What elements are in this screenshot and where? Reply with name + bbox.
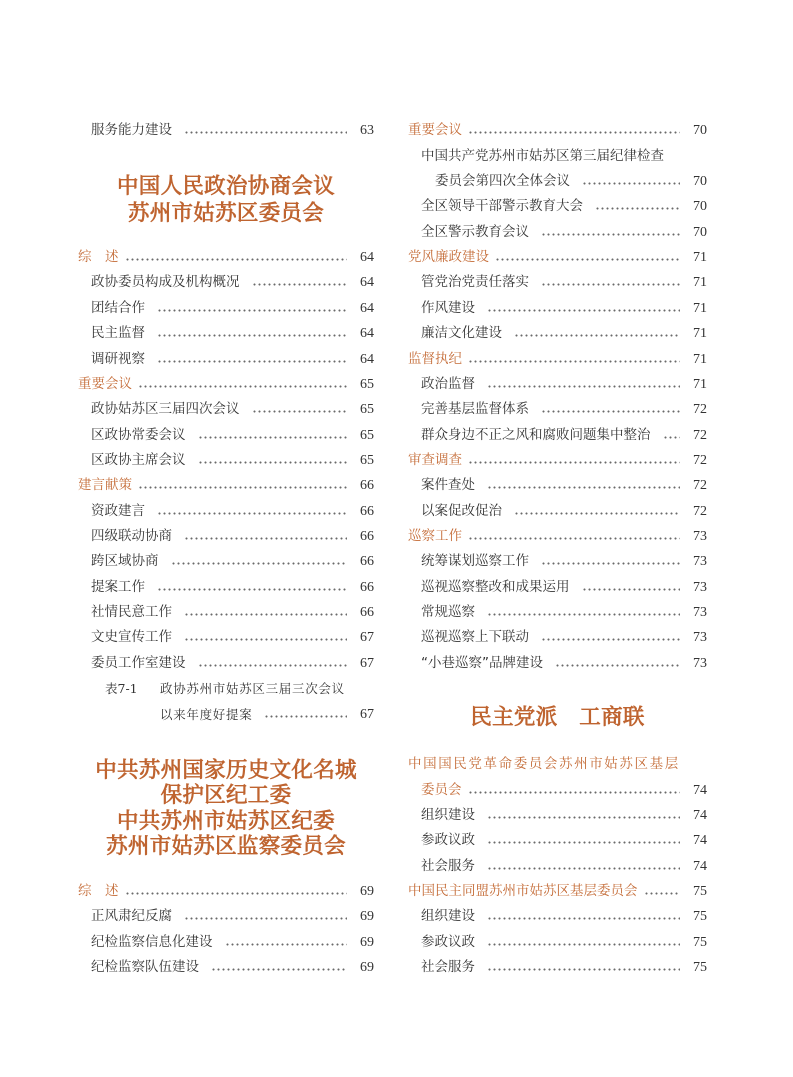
part-heading <box>78 727 374 879</box>
item-title: 案件查处 <box>421 477 475 494</box>
item-title: 提案工作 <box>91 578 145 595</box>
dot-leader <box>644 879 681 904</box>
section-title: 巡察工作 <box>408 528 462 545</box>
dot-leader <box>514 321 680 346</box>
item-title: 组织建设 <box>421 908 475 925</box>
dot-leader <box>582 169 680 194</box>
dot-leader <box>138 473 347 498</box>
page-number: 70 <box>693 224 707 240</box>
toc-item-entry <box>78 600 374 625</box>
dot-leader <box>487 930 680 955</box>
page-number: 66 <box>360 478 374 494</box>
toc-item-entry <box>408 220 707 245</box>
toc-item-entry <box>408 828 707 853</box>
dot-leader <box>184 600 347 625</box>
item-title: 中国共产党苏州市姑苏区第三届纪律检查 <box>421 147 664 164</box>
toc-entry-line <box>91 499 374 524</box>
item-title: 参政议政 <box>421 832 475 849</box>
toc-item-entry <box>78 397 374 422</box>
item-title: 作风建设 <box>421 299 475 316</box>
page-number: 74 <box>693 833 707 849</box>
page-number: 64 <box>360 351 374 367</box>
toc-entry-line <box>78 879 374 904</box>
page-number: 64 <box>360 275 374 291</box>
toc-section-entry <box>408 524 707 549</box>
toc-item-entry <box>408 270 707 295</box>
toc-entry-line <box>421 625 707 650</box>
toc-entry-line <box>91 651 374 676</box>
item-title: 服务能力建设 <box>91 122 172 139</box>
toc-entry-line <box>421 575 707 600</box>
page-number: 72 <box>693 503 707 519</box>
table-entry-line <box>105 676 374 701</box>
dot-leader <box>171 549 348 574</box>
page-number: 70 <box>693 123 707 139</box>
toc-item-entry <box>408 144 707 195</box>
toc-item-entry <box>408 372 707 397</box>
item-title: 社情民意工作 <box>91 604 172 621</box>
item-title: 全区领导干部警示教育大会 <box>421 198 583 215</box>
toc-entry-line <box>421 930 707 955</box>
toc-item-entry <box>408 955 707 980</box>
part-heading-line: 苏州市姑苏区监察委员会 <box>106 834 346 860</box>
toc-entry-line <box>421 169 707 194</box>
toc-item-entry <box>78 575 374 600</box>
toc-section-entry <box>408 448 707 473</box>
page-number: 70 <box>693 199 707 215</box>
toc-entry-line <box>91 955 374 980</box>
toc-left-column <box>78 118 374 980</box>
toc-entry-line <box>421 600 707 625</box>
page-number: 73 <box>693 630 707 646</box>
toc-item-entry <box>78 524 374 549</box>
dot-leader <box>468 524 680 549</box>
toc-section-entry <box>408 347 707 372</box>
dot-leader <box>264 702 347 727</box>
dot-leader <box>157 296 347 321</box>
toc-item-entry <box>408 397 707 422</box>
dot-leader <box>487 372 680 397</box>
dot-leader <box>495 245 680 270</box>
toc-item-entry <box>408 904 707 929</box>
page-number: 73 <box>693 655 707 671</box>
page-number: 65 <box>360 376 374 392</box>
dot-leader <box>541 220 680 245</box>
page-number: 74 <box>693 858 707 874</box>
toc-item-entry <box>78 930 374 955</box>
toc-item-entry <box>408 803 707 828</box>
toc-entry-line <box>78 372 374 397</box>
toc-entry-line <box>421 828 707 853</box>
toc-item-entry <box>408 499 707 524</box>
page-number: 73 <box>693 605 707 621</box>
item-title: 文史宣传工作 <box>91 629 172 646</box>
toc-section-entry <box>408 879 707 904</box>
page-number: 67 <box>360 655 374 671</box>
dot-leader <box>487 828 680 853</box>
dot-leader <box>487 854 680 879</box>
toc-item-entry <box>408 473 707 498</box>
section-title: 审查调查 <box>408 451 462 468</box>
dot-leader <box>138 372 347 397</box>
toc-right-column <box>408 118 707 980</box>
toc-entry-line <box>421 423 707 448</box>
item-title: 管党治党责任落实 <box>421 274 529 291</box>
dot-leader <box>157 499 347 524</box>
dot-leader <box>541 549 680 574</box>
toc-item-entry <box>408 930 707 955</box>
toc-entry-line <box>91 423 374 448</box>
page-number: 73 <box>693 529 707 545</box>
item-title: 社会服务 <box>421 857 475 874</box>
page-number: 72 <box>693 452 707 468</box>
page-number: 64 <box>360 326 374 342</box>
toc-entry-line <box>421 955 707 980</box>
toc-entry-line <box>91 904 374 929</box>
dot-leader <box>514 499 680 524</box>
page-number: 72 <box>693 427 707 443</box>
part-heading <box>78 144 374 245</box>
page-number: 71 <box>693 326 707 342</box>
dot-leader <box>487 904 680 929</box>
toc-entry-line <box>408 778 707 803</box>
toc-section-entry <box>78 245 374 270</box>
item-title: 民主监督 <box>91 325 145 342</box>
toc-item-entry <box>408 600 707 625</box>
item-title: 社会服务 <box>421 959 475 976</box>
section-title: 委员会 <box>421 781 462 798</box>
toc-item-entry <box>408 194 707 219</box>
part-heading-line: 保护区纪工委 <box>160 783 292 809</box>
dot-leader <box>541 625 680 650</box>
item-title: 政治监督 <box>421 375 475 392</box>
dot-leader <box>252 270 348 295</box>
item-title: 巡视巡察上下联动 <box>421 629 529 646</box>
page-number: 69 <box>360 909 374 925</box>
dot-leader <box>487 955 680 980</box>
item-title: 参政议政 <box>421 933 475 950</box>
dot-leader <box>555 651 680 676</box>
item-title: 以案促改促治 <box>421 502 502 519</box>
item-title: 调研视察 <box>91 350 145 367</box>
page-number: 66 <box>360 529 374 545</box>
page-number: 66 <box>360 579 374 595</box>
toc-entry-line <box>421 651 707 676</box>
toc-entry-line <box>421 499 707 524</box>
item-title: 纪检监察信息化建设 <box>91 933 213 950</box>
toc-item-entry <box>78 296 374 321</box>
part-heading-line: 中共苏州市姑苏区纪委 <box>116 808 335 834</box>
page-number: 74 <box>693 782 707 798</box>
item-title: 区政协常委会议 <box>91 426 186 443</box>
dot-leader <box>468 118 680 143</box>
page-number: 63 <box>360 123 374 139</box>
toc-section-entry <box>78 372 374 397</box>
toc-entry-line <box>421 473 707 498</box>
page-number: 65 <box>360 427 374 443</box>
toc-entry-line <box>408 118 707 143</box>
toc-entry-line <box>408 879 707 904</box>
page-number: 66 <box>360 503 374 519</box>
toc-entry-line <box>421 904 707 929</box>
dot-leader <box>157 575 347 600</box>
page-number: 66 <box>360 605 374 621</box>
page-number: 73 <box>693 554 707 570</box>
dot-leader <box>125 245 348 270</box>
dot-leader <box>541 270 680 295</box>
toc-entry-line <box>408 347 707 372</box>
dot-leader <box>157 347 347 372</box>
dot-leader <box>582 575 681 600</box>
toc-item-entry <box>78 955 374 980</box>
toc-entry-line <box>91 296 374 321</box>
dot-leader <box>487 473 680 498</box>
dot-leader <box>184 625 347 650</box>
toc-item-entry <box>408 651 707 676</box>
dot-leader <box>157 321 347 346</box>
page-number: 75 <box>693 909 707 925</box>
section-title: 监督执纪 <box>408 350 462 367</box>
page-number: 71 <box>693 300 707 316</box>
table-number: 表7-1 <box>105 681 138 697</box>
page-number: 74 <box>693 808 707 823</box>
toc-item-entry <box>78 321 374 346</box>
toc-item-entry <box>408 321 707 346</box>
page-number: 67 <box>360 630 374 646</box>
part-heading-line: 民主党派 工商联 <box>470 705 645 731</box>
page-number: 73 <box>693 579 707 595</box>
toc-entry-line <box>421 220 707 245</box>
item-title: 纪检监察队伍建设 <box>91 959 199 976</box>
toc-item-entry <box>408 296 707 321</box>
page-number: 72 <box>693 478 707 494</box>
item-title: 政协委员构成及机构概况 <box>91 274 240 291</box>
dot-leader <box>198 423 348 448</box>
item-title: 组织建设 <box>421 807 475 823</box>
toc-entry-line <box>408 752 707 777</box>
dot-leader <box>184 118 347 143</box>
table-title: 政协苏州市姑苏区三届三次会议 <box>160 681 345 697</box>
toc-entry-line <box>91 625 374 650</box>
toc-item-entry <box>78 347 374 372</box>
page-number: 65 <box>360 452 374 468</box>
toc-entry-line <box>408 245 707 270</box>
item-title: 廉洁文化建设 <box>421 325 502 342</box>
dot-leader <box>541 397 680 422</box>
item-title: 巡视巡察整改和成果运用 <box>421 578 570 595</box>
toc-item-entry <box>78 625 374 650</box>
toc-entry-line <box>91 347 374 372</box>
page-number: 71 <box>693 275 707 291</box>
section-title: 重要会议 <box>78 375 132 392</box>
page-number: 69 <box>360 884 374 900</box>
section-title: 党风廉政建设 <box>408 249 489 266</box>
toc-item-entry <box>408 423 707 448</box>
page-number: 71 <box>693 351 707 367</box>
page-number: 75 <box>693 884 707 900</box>
section-title: 重要会议 <box>408 122 462 139</box>
table-entry-line <box>105 702 374 727</box>
toc-entry-line <box>91 270 374 295</box>
part-heading-line: 苏州市姑苏区委员会 <box>127 200 325 226</box>
item-title: 团结合作 <box>91 299 145 316</box>
item-title: 正风肃纪反腐 <box>91 908 172 925</box>
toc-entry-line <box>421 372 707 397</box>
part-heading-line: 中共苏州国家历史文化名城 <box>95 757 357 783</box>
dot-leader <box>225 930 348 955</box>
item-title: 资政建言 <box>91 502 145 519</box>
dot-leader <box>663 423 681 448</box>
toc-entry-line <box>421 803 707 828</box>
section-title: 中国民主同盟苏州市姑苏区基层委员会 <box>408 883 638 900</box>
part-heading-line: 中国人民政治协商会议 <box>116 173 335 199</box>
toc-entry-line <box>91 600 374 625</box>
toc-item-entry <box>408 625 707 650</box>
section-title: 综 述 <box>78 883 119 900</box>
section-title: 综 述 <box>78 249 119 266</box>
table-title: 以来年度好提案 <box>160 706 253 722</box>
dot-leader <box>468 778 681 803</box>
section-title: 中国国民党革命委员会苏州市姑苏区基层 <box>408 756 680 773</box>
item-title: 群众身边不正之风和腐败问题集中整治 <box>421 426 651 443</box>
dot-leader <box>211 955 347 980</box>
toc-entry-line <box>421 854 707 879</box>
page-number: 64 <box>360 300 374 316</box>
section-title: 建言献策 <box>78 477 132 494</box>
item-title: 全区警示教育会议 <box>421 223 529 240</box>
item-title: 区政协主席会议 <box>91 451 186 468</box>
dot-leader <box>184 904 347 929</box>
dot-leader <box>468 347 680 372</box>
dot-leader <box>184 524 347 549</box>
dot-leader <box>468 448 680 473</box>
toc-entry-line <box>421 296 707 321</box>
page-number: 65 <box>360 402 374 418</box>
toc-item-entry <box>78 423 374 448</box>
toc-item-entry <box>78 270 374 295</box>
dot-leader <box>125 879 348 904</box>
toc-section-entry <box>408 752 707 803</box>
toc-entry-line <box>421 144 707 169</box>
dot-leader <box>595 194 680 219</box>
page-number: 72 <box>693 402 707 418</box>
toc-entry-line <box>408 524 707 549</box>
toc-entry-line <box>78 245 374 270</box>
item-title: 政协姑苏区三届四次会议 <box>91 401 240 418</box>
dot-leader <box>198 448 348 473</box>
toc-item-entry <box>408 575 707 600</box>
page-number: 71 <box>693 250 707 266</box>
item-title: 常规巡察 <box>421 604 475 621</box>
toc-entry-line <box>91 321 374 346</box>
page-number: 70 <box>693 174 707 190</box>
item-title: 统筹谋划巡察工作 <box>421 553 529 570</box>
table-list-entry <box>78 676 374 727</box>
toc-entry-line <box>421 194 707 219</box>
toc-entry-line <box>91 118 374 143</box>
item-title: 委员工作室建设 <box>91 654 186 671</box>
toc-entry-line <box>91 448 374 473</box>
toc-entry-line <box>91 524 374 549</box>
toc-item-entry <box>78 651 374 676</box>
page-number: 67 <box>360 706 374 722</box>
page-number: 69 <box>360 934 374 950</box>
toc-section-entry <box>408 118 707 143</box>
toc-entry-line <box>408 448 707 473</box>
item-title: 委员会第四次全体会议 <box>435 173 570 190</box>
page-number: 75 <box>693 960 707 976</box>
toc-section-entry <box>78 473 374 498</box>
toc-item-entry <box>78 448 374 473</box>
toc-item-entry <box>78 549 374 574</box>
dot-leader <box>487 803 680 828</box>
toc-entry-line <box>91 575 374 600</box>
toc-entry-line <box>421 321 707 346</box>
toc-entry-line <box>91 930 374 955</box>
dot-leader <box>252 397 348 422</box>
page-number: 66 <box>360 554 374 570</box>
page-number: 64 <box>360 250 374 266</box>
page-number: 69 <box>360 960 374 976</box>
dot-leader <box>487 296 680 321</box>
toc-section-entry <box>408 245 707 270</box>
toc-entry-line <box>91 549 374 574</box>
part-heading <box>408 676 707 752</box>
toc-item-entry <box>408 854 707 879</box>
dot-leader <box>487 600 680 625</box>
page-number: 75 <box>693 934 707 950</box>
toc-entry-line <box>421 397 707 422</box>
item-title: “小巷巡察”品牌建设 <box>421 654 543 671</box>
toc-item-entry <box>408 549 707 574</box>
page-number: 71 <box>693 376 707 392</box>
item-title: 完善基层监督体系 <box>421 401 529 418</box>
item-title: 四级联动协商 <box>91 528 172 545</box>
toc-item-entry <box>78 118 374 143</box>
toc-item-entry <box>78 499 374 524</box>
item-title: 跨区域协商 <box>91 553 159 570</box>
toc-section-entry <box>78 879 374 904</box>
toc-item-entry <box>78 904 374 929</box>
toc-entry-line <box>421 270 707 295</box>
dot-leader <box>198 651 348 676</box>
toc-entry-line <box>78 473 374 498</box>
toc-entry-line <box>421 549 707 574</box>
toc-entry-line <box>91 397 374 422</box>
